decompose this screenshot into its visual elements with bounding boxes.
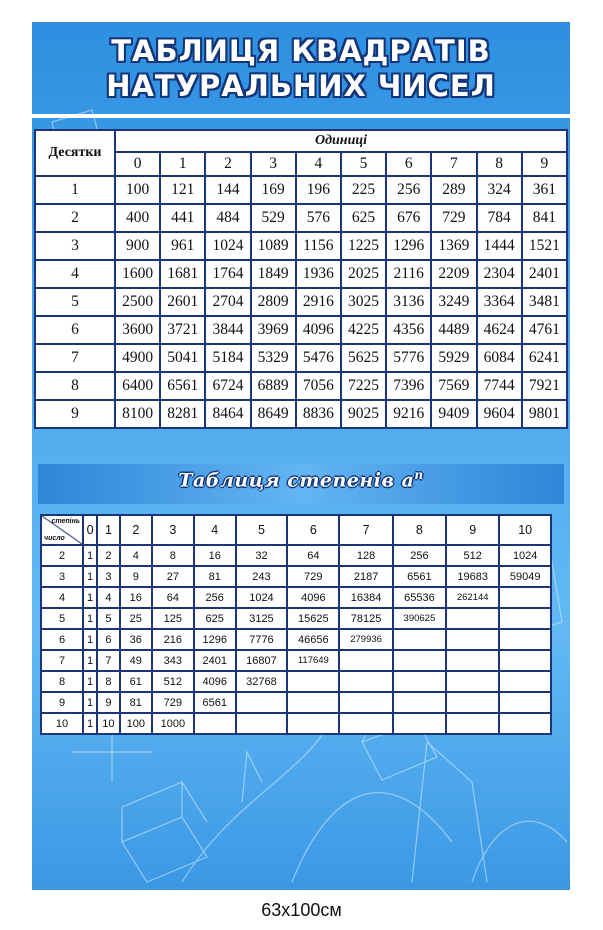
square-cell: 1089 bbox=[251, 232, 296, 260]
exponent-cell: 9 bbox=[446, 515, 499, 545]
square-cell: 9604 bbox=[477, 400, 522, 428]
powers-row bbox=[41, 692, 551, 713]
square-cell: 2025 bbox=[341, 260, 386, 288]
power-cell: 46656 bbox=[287, 629, 339, 650]
units-header: Одиниці bbox=[115, 130, 567, 152]
square-cell: 8836 bbox=[296, 400, 341, 428]
power-cell: 1 bbox=[83, 608, 97, 629]
power-cell: 729 bbox=[287, 566, 339, 587]
square-cell: 529 bbox=[251, 204, 296, 232]
power-cell bbox=[446, 608, 499, 629]
square-cell: 8100 bbox=[115, 400, 160, 428]
title-line-1: ТАБЛИЦЯ КВАДРАТІВ bbox=[111, 34, 491, 68]
power-cell: 1 bbox=[83, 650, 97, 671]
square-cell: 729 bbox=[431, 204, 476, 232]
exponent-cell: 6 bbox=[287, 515, 339, 545]
powers-title bbox=[32, 468, 570, 491]
power-cell: 19683 bbox=[446, 566, 499, 587]
power-cell: 5 bbox=[97, 608, 120, 629]
square-cell: 784 bbox=[477, 204, 522, 232]
exponent-header-row bbox=[41, 515, 551, 545]
exponent-cell: 7 bbox=[339, 515, 392, 545]
power-cell: 16384 bbox=[339, 587, 392, 608]
square-cell: 121 bbox=[160, 176, 205, 204]
unit-cell: 0 bbox=[115, 152, 160, 176]
power-cell: 6561 bbox=[194, 692, 236, 713]
power-cell: 6 bbox=[97, 629, 120, 650]
power-cell: 49 bbox=[120, 650, 152, 671]
power-cell: 81 bbox=[194, 566, 236, 587]
unit-cell: 2 bbox=[205, 152, 250, 176]
square-cell: 256 bbox=[386, 176, 431, 204]
power-cell: 729 bbox=[152, 692, 194, 713]
title-divider bbox=[32, 114, 570, 118]
square-cell: 1849 bbox=[251, 260, 296, 288]
square-cell: 1764 bbox=[205, 260, 250, 288]
tens-cell: 4 bbox=[35, 260, 115, 288]
power-cell: 78125 bbox=[339, 608, 392, 629]
power-cell: 1024 bbox=[499, 545, 551, 566]
square-cell: 7744 bbox=[477, 372, 522, 400]
exponent-cell: 5 bbox=[236, 515, 288, 545]
square-cell: 7396 bbox=[386, 372, 431, 400]
power-cell: 59049 bbox=[499, 566, 551, 587]
square-cell: 5776 bbox=[386, 344, 431, 372]
power-cell: 128 bbox=[339, 545, 392, 566]
square-cell: 484 bbox=[205, 204, 250, 232]
powers-table bbox=[40, 514, 552, 735]
power-cell: 243 bbox=[236, 566, 288, 587]
powers-row bbox=[41, 671, 551, 692]
square-cell: 3481 bbox=[522, 288, 567, 316]
power-cell: 4096 bbox=[287, 587, 339, 608]
power-cell: 64 bbox=[152, 587, 194, 608]
squares-row bbox=[35, 372, 567, 400]
power-cell bbox=[393, 629, 446, 650]
squares-row bbox=[35, 344, 567, 372]
powers-row bbox=[41, 629, 551, 650]
square-cell: 4489 bbox=[431, 316, 476, 344]
squares-row bbox=[35, 232, 567, 260]
squares-row bbox=[35, 316, 567, 344]
squares-row bbox=[35, 288, 567, 316]
power-cell: 512 bbox=[446, 545, 499, 566]
square-cell: 1936 bbox=[296, 260, 341, 288]
square-cell: 2401 bbox=[522, 260, 567, 288]
powers-title-text: Таблиця степенів a bbox=[178, 469, 415, 492]
square-cell: 6241 bbox=[522, 344, 567, 372]
square-cell: 1681 bbox=[160, 260, 205, 288]
base-cell: 3 bbox=[41, 566, 83, 587]
square-cell: 2116 bbox=[386, 260, 431, 288]
unit-cell: 9 bbox=[522, 152, 567, 176]
power-cell bbox=[499, 671, 551, 692]
power-cell: 256 bbox=[393, 545, 446, 566]
square-cell: 4624 bbox=[477, 316, 522, 344]
square-cell: 3969 bbox=[251, 316, 296, 344]
power-cell: 117649 bbox=[287, 650, 339, 671]
base-cell: 9 bbox=[41, 692, 83, 713]
unit-cell: 6 bbox=[386, 152, 431, 176]
power-cell: 16807 bbox=[236, 650, 288, 671]
square-cell: 5041 bbox=[160, 344, 205, 372]
square-cell: 6084 bbox=[477, 344, 522, 372]
title-line-2: НАТУРАЛЬНИХ ЧИСЕЛ bbox=[106, 69, 496, 103]
power-cell: 8 bbox=[152, 545, 194, 566]
power-cell bbox=[499, 629, 551, 650]
square-cell: 2601 bbox=[160, 288, 205, 316]
power-cell: 1 bbox=[83, 545, 97, 566]
base-cell: 10 bbox=[41, 713, 83, 734]
square-cell: 1444 bbox=[477, 232, 522, 260]
base-cell: 7 bbox=[41, 650, 83, 671]
power-cell bbox=[499, 650, 551, 671]
power-cell: 1 bbox=[83, 566, 97, 587]
square-cell: 1156 bbox=[296, 232, 341, 260]
power-cell bbox=[393, 650, 446, 671]
square-cell: 9801 bbox=[522, 400, 567, 428]
squares-row bbox=[35, 260, 567, 288]
square-cell: 2916 bbox=[296, 288, 341, 316]
exponent-cell: 1 bbox=[97, 515, 120, 545]
power-cell bbox=[287, 713, 339, 734]
square-cell: 1369 bbox=[431, 232, 476, 260]
poster bbox=[32, 22, 570, 890]
square-cell: 7056 bbox=[296, 372, 341, 400]
exponent-cell: 0 bbox=[83, 515, 97, 545]
power-cell: 9 bbox=[97, 692, 120, 713]
squares-header-row bbox=[35, 130, 567, 152]
power-cell bbox=[194, 713, 236, 734]
square-cell: 9216 bbox=[386, 400, 431, 428]
power-cell bbox=[446, 650, 499, 671]
power-cell: 1 bbox=[83, 713, 97, 734]
power-cell: 3 bbox=[97, 566, 120, 587]
power-cell bbox=[446, 713, 499, 734]
square-cell: 169 bbox=[251, 176, 296, 204]
power-cell: 2401 bbox=[194, 650, 236, 671]
power-cell: 9 bbox=[120, 566, 152, 587]
unit-cell: 4 bbox=[296, 152, 341, 176]
power-cell bbox=[393, 671, 446, 692]
square-cell: 5329 bbox=[251, 344, 296, 372]
power-cell bbox=[446, 671, 499, 692]
tens-cell: 6 bbox=[35, 316, 115, 344]
power-cell bbox=[339, 650, 392, 671]
power-cell: 4 bbox=[97, 587, 120, 608]
power-cell: 65536 bbox=[393, 587, 446, 608]
power-cell: 2 bbox=[97, 545, 120, 566]
power-cell: 15625 bbox=[287, 608, 339, 629]
unit-cell: 3 bbox=[251, 152, 296, 176]
power-cell bbox=[499, 692, 551, 713]
power-cell: 1024 bbox=[236, 587, 288, 608]
square-cell: 625 bbox=[341, 204, 386, 232]
power-cell bbox=[499, 608, 551, 629]
power-cell: 10 bbox=[97, 713, 120, 734]
powers-row bbox=[41, 608, 551, 629]
tens-cell: 8 bbox=[35, 372, 115, 400]
power-cell: 125 bbox=[152, 608, 194, 629]
square-cell: 5184 bbox=[205, 344, 250, 372]
square-cell: 5625 bbox=[341, 344, 386, 372]
power-cell: 7776 bbox=[236, 629, 288, 650]
square-cell: 8649 bbox=[251, 400, 296, 428]
power-cell bbox=[339, 671, 392, 692]
square-cell: 3600 bbox=[115, 316, 160, 344]
power-cell: 61 bbox=[120, 671, 152, 692]
power-cell: 3125 bbox=[236, 608, 288, 629]
tens-header: Десятки bbox=[35, 130, 115, 176]
square-cell: 3136 bbox=[386, 288, 431, 316]
powers-title-exponent: n bbox=[414, 468, 424, 482]
square-cell: 361 bbox=[522, 176, 567, 204]
square-cell: 3844 bbox=[205, 316, 250, 344]
square-cell: 2704 bbox=[205, 288, 250, 316]
power-cell: 1000 bbox=[152, 713, 194, 734]
power-cell: 32 bbox=[236, 545, 288, 566]
square-cell: 144 bbox=[205, 176, 250, 204]
squares-row bbox=[35, 400, 567, 428]
square-cell: 1024 bbox=[205, 232, 250, 260]
squares-table bbox=[34, 129, 568, 429]
power-cell bbox=[339, 692, 392, 713]
square-cell: 3364 bbox=[477, 288, 522, 316]
tens-cell: 5 bbox=[35, 288, 115, 316]
powers-row bbox=[41, 650, 551, 671]
power-cell: 4096 bbox=[194, 671, 236, 692]
square-cell: 4356 bbox=[386, 316, 431, 344]
exponent-cell: 4 bbox=[194, 515, 236, 545]
power-cell bbox=[287, 692, 339, 713]
power-cell: 16 bbox=[120, 587, 152, 608]
power-cell bbox=[446, 629, 499, 650]
tens-cell: 3 bbox=[35, 232, 115, 260]
power-cell: 343 bbox=[152, 650, 194, 671]
square-cell: 900 bbox=[115, 232, 160, 260]
square-cell: 2809 bbox=[251, 288, 296, 316]
power-cell: 279936 bbox=[339, 629, 392, 650]
square-cell: 2500 bbox=[115, 288, 160, 316]
square-cell: 6400 bbox=[115, 372, 160, 400]
power-cell bbox=[499, 713, 551, 734]
size-label: 63х100см bbox=[261, 900, 342, 920]
square-cell: 4096 bbox=[296, 316, 341, 344]
power-cell: 25 bbox=[120, 608, 152, 629]
squares-row bbox=[35, 176, 567, 204]
power-cell: 8 bbox=[97, 671, 120, 692]
powers-row bbox=[41, 713, 551, 734]
power-cell: 262144 bbox=[446, 587, 499, 608]
power-cell: 256 bbox=[194, 587, 236, 608]
powers-corner-cell bbox=[41, 515, 83, 545]
power-cell: 1296 bbox=[194, 629, 236, 650]
power-cell: 27 bbox=[152, 566, 194, 587]
exponent-cell: 8 bbox=[393, 515, 446, 545]
square-cell: 2304 bbox=[477, 260, 522, 288]
square-cell: 841 bbox=[522, 204, 567, 232]
square-cell: 400 bbox=[115, 204, 160, 232]
power-cell: 64 bbox=[287, 545, 339, 566]
power-cell: 216 bbox=[152, 629, 194, 650]
square-cell: 961 bbox=[160, 232, 205, 260]
power-cell: 81 bbox=[120, 692, 152, 713]
square-cell: 196 bbox=[296, 176, 341, 204]
square-cell: 4761 bbox=[522, 316, 567, 344]
square-cell: 6724 bbox=[205, 372, 250, 400]
square-cell: 8464 bbox=[205, 400, 250, 428]
square-cell: 1600 bbox=[115, 260, 160, 288]
power-cell: 6561 bbox=[393, 566, 446, 587]
square-cell: 1225 bbox=[341, 232, 386, 260]
power-cell bbox=[236, 692, 288, 713]
power-cell bbox=[236, 713, 288, 734]
square-cell: 100 bbox=[115, 176, 160, 204]
square-cell: 5476 bbox=[296, 344, 341, 372]
exponent-cell: 10 bbox=[499, 515, 551, 545]
powers-row bbox=[41, 545, 551, 566]
square-cell: 3721 bbox=[160, 316, 205, 344]
square-cell: 5929 bbox=[431, 344, 476, 372]
squares-row bbox=[35, 204, 567, 232]
power-cell bbox=[499, 587, 551, 608]
power-cell: 1 bbox=[83, 671, 97, 692]
square-cell: 3249 bbox=[431, 288, 476, 316]
exponent-cell: 2 bbox=[120, 515, 152, 545]
base-cell: 4 bbox=[41, 587, 83, 608]
square-cell: 576 bbox=[296, 204, 341, 232]
power-cell: 7 bbox=[97, 650, 120, 671]
base-cell: 5 bbox=[41, 608, 83, 629]
square-cell: 9409 bbox=[431, 400, 476, 428]
square-cell: 3025 bbox=[341, 288, 386, 316]
square-cell: 6889 bbox=[251, 372, 296, 400]
unit-cell: 5 bbox=[341, 152, 386, 176]
tens-cell: 2 bbox=[35, 204, 115, 232]
power-cell bbox=[393, 692, 446, 713]
unit-cell: 7 bbox=[431, 152, 476, 176]
square-cell: 2209 bbox=[431, 260, 476, 288]
power-cell bbox=[393, 713, 446, 734]
corner-base-label: число bbox=[44, 535, 65, 542]
units-row bbox=[35, 152, 567, 176]
tens-cell: 7 bbox=[35, 344, 115, 372]
square-cell: 7569 bbox=[431, 372, 476, 400]
power-cell: 16 bbox=[194, 545, 236, 566]
power-cell: 1 bbox=[83, 629, 97, 650]
square-cell: 4900 bbox=[115, 344, 160, 372]
square-cell: 676 bbox=[386, 204, 431, 232]
square-cell: 7225 bbox=[341, 372, 386, 400]
square-cell: 1521 bbox=[522, 232, 567, 260]
power-cell: 1 bbox=[83, 692, 97, 713]
unit-cell: 8 bbox=[477, 152, 522, 176]
power-cell: 512 bbox=[152, 671, 194, 692]
base-cell: 6 bbox=[41, 629, 83, 650]
power-cell bbox=[287, 671, 339, 692]
power-cell: 36 bbox=[120, 629, 152, 650]
square-cell: 7921 bbox=[522, 372, 567, 400]
square-cell: 6561 bbox=[160, 372, 205, 400]
square-cell: 225 bbox=[341, 176, 386, 204]
power-cell: 4 bbox=[120, 545, 152, 566]
square-cell: 441 bbox=[160, 204, 205, 232]
power-cell: 2187 bbox=[339, 566, 392, 587]
power-cell: 100 bbox=[120, 713, 152, 734]
power-cell bbox=[446, 692, 499, 713]
square-cell: 324 bbox=[477, 176, 522, 204]
square-cell: 9025 bbox=[341, 400, 386, 428]
base-cell: 2 bbox=[41, 545, 83, 566]
exponent-cell: 3 bbox=[152, 515, 194, 545]
square-cell: 289 bbox=[431, 176, 476, 204]
unit-cell: 1 bbox=[160, 152, 205, 176]
power-cell: 625 bbox=[194, 608, 236, 629]
power-cell bbox=[339, 713, 392, 734]
powers-row bbox=[41, 587, 551, 608]
power-cell: 390625 bbox=[393, 608, 446, 629]
base-cell: 8 bbox=[41, 671, 83, 692]
corner-exponent-label: степінь bbox=[51, 518, 80, 525]
powers-row bbox=[41, 566, 551, 587]
tens-cell: 1 bbox=[35, 176, 115, 204]
power-cell: 32768 bbox=[236, 671, 288, 692]
square-cell: 1296 bbox=[386, 232, 431, 260]
square-cell: 4225 bbox=[341, 316, 386, 344]
tens-cell: 9 bbox=[35, 400, 115, 428]
power-cell: 1 bbox=[83, 587, 97, 608]
square-cell: 8281 bbox=[160, 400, 205, 428]
